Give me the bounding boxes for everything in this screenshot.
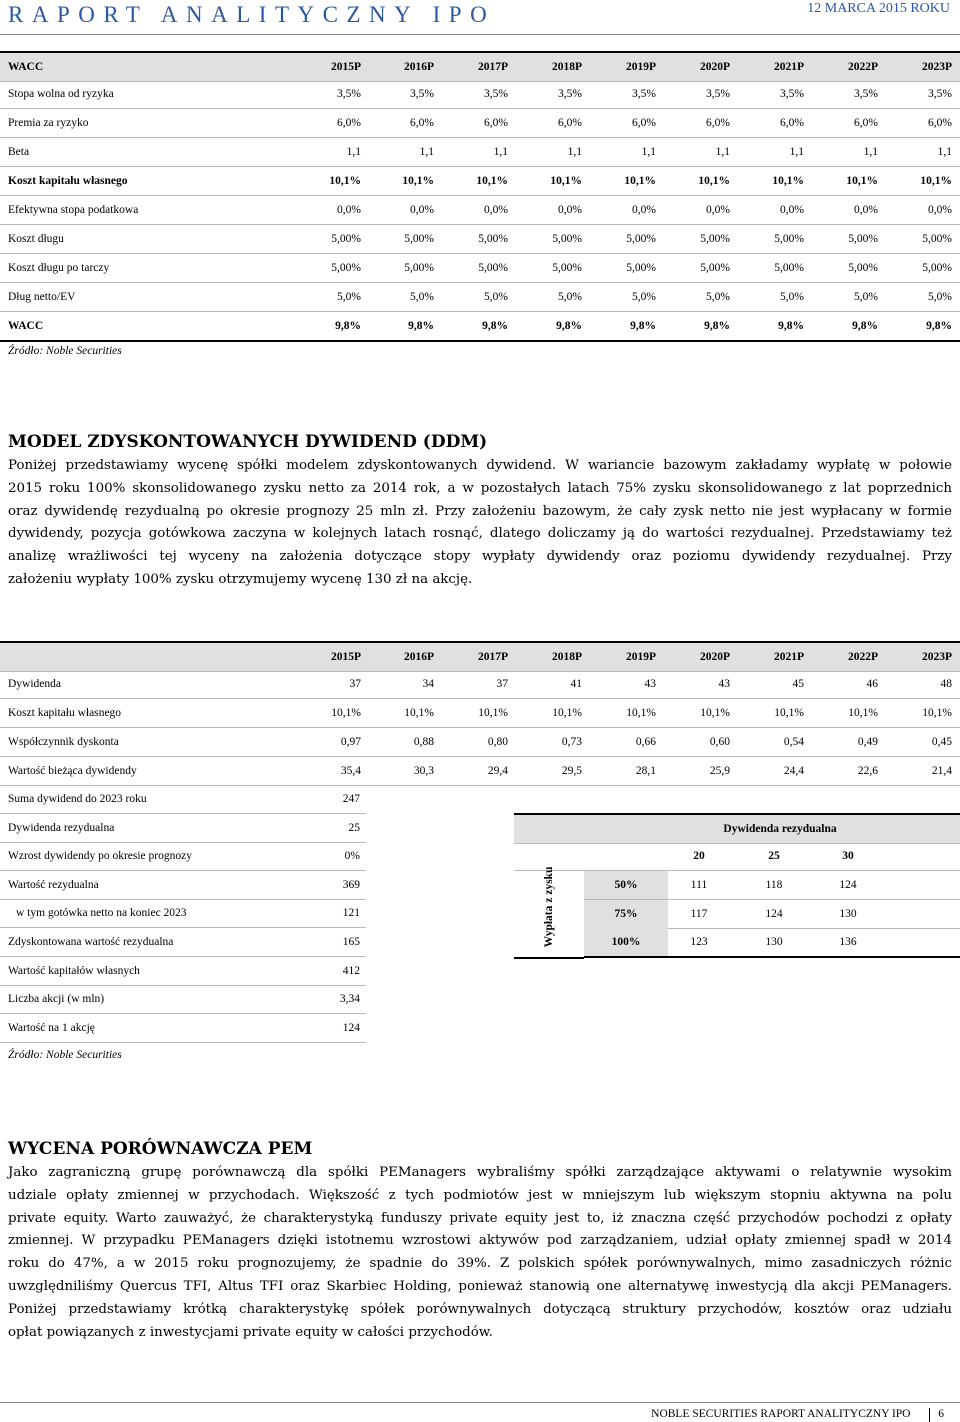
ddm-header-year: 2015P bbox=[330, 651, 361, 663]
wacc-cell: 5,00% bbox=[478, 233, 508, 245]
wacc-cell: 5,00% bbox=[404, 233, 434, 245]
wacc-cell: 5,00% bbox=[404, 262, 434, 274]
wacc-cell: 3,5% bbox=[928, 88, 952, 100]
ddm-row-label: Koszt kapitału własnego bbox=[8, 707, 122, 719]
wacc-header-year: 2022P bbox=[847, 61, 878, 73]
ddm-section-title: MODEL ZDYSKONTOWANYCH DYWIDEND (DDM) bbox=[8, 432, 488, 452]
wacc-cell: 5,00% bbox=[700, 233, 730, 245]
sensitivity-side-label-box bbox=[514, 866, 584, 959]
wacc-cell: 0,0% bbox=[484, 204, 508, 216]
ddm-cell: 0,45 bbox=[931, 736, 952, 748]
wacc-row-label: Efektywna stopa podatkowa bbox=[8, 204, 139, 216]
wacc-row bbox=[0, 196, 960, 225]
sensitivity-header-label: Dywidenda rezydualna bbox=[723, 823, 837, 835]
wacc-cell: 5,0% bbox=[410, 291, 434, 303]
pem-text-line: udziale opłaty zmiennej w przychodach. Większość z tych podmiotów jest w mniejszym lub większym stopniu aktywna na polu bbox=[8, 1187, 952, 1203]
ddm-summary-label: Suma dywidend do 2023 roku bbox=[8, 793, 147, 805]
wacc-cell: 9,8% bbox=[556, 320, 582, 332]
wacc-cell: 0,0% bbox=[854, 204, 878, 216]
ddm-cell: 10,1% bbox=[478, 707, 508, 719]
wacc-cell: 3,5% bbox=[337, 88, 361, 100]
wacc-cell: 5,00% bbox=[848, 262, 878, 274]
ddm-cell: 10,1% bbox=[774, 707, 804, 719]
sensitivity-col-value: 25 bbox=[768, 850, 780, 862]
ddm-summary-value: 165 bbox=[342, 936, 360, 948]
wacc-header-year: 2016P bbox=[403, 61, 434, 73]
ddm-cell: 29,4 bbox=[487, 765, 508, 777]
ddm-header-year: 2017P bbox=[477, 651, 508, 663]
wacc-cell: 9,8% bbox=[926, 320, 952, 332]
ddm-cell: 0,97 bbox=[340, 736, 361, 748]
ddm-cell: 34 bbox=[422, 678, 434, 690]
ddm-header-year: 2021P bbox=[773, 651, 804, 663]
ddm-summary-label: Wartość rezydualna bbox=[8, 878, 99, 891]
wacc-row bbox=[0, 167, 960, 196]
ddm-header-year: 2016P bbox=[403, 651, 434, 663]
sensitivity-cell: 124 bbox=[839, 879, 857, 891]
wacc-cell: 6,0% bbox=[632, 117, 656, 129]
wacc-cell: 3,5% bbox=[558, 88, 582, 100]
sensitivity-row bbox=[584, 928, 960, 958]
ddm-summary-row bbox=[0, 957, 366, 986]
ddm-summary-value: 369 bbox=[342, 878, 360, 891]
ddm-header-year: 2019P bbox=[625, 651, 656, 663]
ddm-summary-label: Liczba akcji (w mln) bbox=[8, 993, 105, 1006]
wacc-row-label: Koszt długu po tarczy bbox=[8, 262, 110, 274]
wacc-cell: 5,0% bbox=[632, 291, 656, 303]
report-title: RAPORT ANALITYCZNY IPO bbox=[8, 2, 496, 27]
ddm-cell: 45 bbox=[792, 678, 804, 690]
ddm-text-line: oraz dywidendę rezydualną po okresie prognozy 25 mln zł. Przy założeniu bazowym, że cały zysk netto nie jest wypłacany w formie bbox=[8, 503, 952, 519]
wacc-row-label: Premia za ryzyko bbox=[8, 117, 89, 129]
wacc-cell: 0,0% bbox=[706, 204, 730, 216]
wacc-row bbox=[0, 254, 960, 283]
ddm-header-year: 2020P bbox=[699, 651, 730, 663]
wacc-cell: 5,00% bbox=[922, 262, 952, 274]
wacc-cell: 3,5% bbox=[780, 88, 804, 100]
ddm-summary-value: 3,34 bbox=[339, 993, 360, 1006]
wacc-row bbox=[0, 225, 960, 254]
ddm-summary-value: 0% bbox=[344, 850, 360, 863]
ddm-cell: 46 bbox=[866, 678, 878, 690]
wacc-row-label: Koszt kapitału własnego bbox=[8, 175, 128, 187]
wacc-cell: 10,1% bbox=[402, 175, 434, 187]
wacc-row bbox=[0, 80, 960, 109]
pem-section-text bbox=[8, 1162, 952, 1344]
ddm-row bbox=[0, 699, 960, 728]
wacc-cell: 6,0% bbox=[558, 117, 582, 129]
wacc-cell: 9,8% bbox=[630, 320, 656, 332]
wacc-cell: 1,1 bbox=[937, 146, 952, 158]
pem-section-title: WYCENA PORÓWNAWCZA PEM bbox=[8, 1139, 313, 1159]
ddm-cell: 0,80 bbox=[487, 736, 508, 748]
sensitivity-cell: 123 bbox=[690, 936, 708, 949]
ddm-summary-label: w tym gotówka netto na koniec 2023 bbox=[16, 907, 187, 920]
sensitivity-cell: 111 bbox=[690, 879, 708, 891]
wacc-cell: 10,1% bbox=[920, 175, 952, 187]
ddm-text-line: założeniu wypłaty 100% zysku otrzymujemy wycenę 130 zł na akcję. bbox=[8, 571, 473, 587]
footer-separator bbox=[929, 1408, 930, 1422]
sensitivity-cell: 136 bbox=[839, 936, 857, 949]
wacc-cell: 3,5% bbox=[484, 88, 508, 100]
ddm-summary-label: Zdyskontowana wartość rezydualna bbox=[8, 936, 174, 948]
ddm-cell: 21,4 bbox=[931, 765, 952, 777]
pem-text-line: zmiennej. W przypadku PEManagers dzięki istotnemu wzrostowi aktywów pod zarządzaniem, udział opłaty zmiennej spadł w 2014 bbox=[8, 1233, 952, 1249]
wacc-cell: 0,0% bbox=[632, 204, 656, 216]
wacc-cell: 5,00% bbox=[774, 233, 804, 245]
ddm-summary-row bbox=[0, 842, 366, 871]
wacc-cell: 1,1 bbox=[715, 146, 730, 158]
wacc-cell: 1,1 bbox=[419, 146, 434, 158]
wacc-cell: 5,00% bbox=[626, 233, 656, 245]
ddm-text-line: Poniżej przedstawiamy wycenę spółki modelem zdyskontowanych dywidend. W wariancie bazowym zakładamy wypłatę w połowie bbox=[8, 458, 952, 473]
report-date: 12 MARCA 2015 ROKU bbox=[807, 1, 950, 16]
wacc-cell: 5,00% bbox=[331, 233, 361, 245]
ddm-summary-value: 25 bbox=[348, 821, 360, 834]
wacc-cell: 5,00% bbox=[331, 262, 361, 274]
pem-text-line: Poniżej przedstawiamy krótką charakterystykę spółek porównywalnych dotyczącą struktury przychodów, kosztów oraz udziału bbox=[8, 1301, 952, 1317]
ddm-cell: 30,3 bbox=[413, 765, 434, 777]
ddm-cell: 43 bbox=[718, 678, 730, 690]
ddm-cell: 37 bbox=[349, 678, 361, 690]
wacc-header-year: 2021P bbox=[773, 61, 804, 73]
wacc-cell: 0,0% bbox=[410, 204, 434, 216]
wacc-cell: 3,5% bbox=[854, 88, 878, 100]
ddm-cell: 43 bbox=[644, 678, 656, 690]
wacc-cell: 6,0% bbox=[484, 117, 508, 129]
ddm-cell: 0,66 bbox=[635, 736, 656, 748]
ddm-row-label: Wartość bieżąca dywidendy bbox=[8, 765, 137, 777]
ddm-summary-value: 124 bbox=[342, 1021, 360, 1034]
wacc-cell: 6,0% bbox=[706, 117, 730, 129]
wacc-cell: 9,8% bbox=[704, 320, 730, 332]
wacc-cell: 5,00% bbox=[552, 233, 582, 245]
wacc-row bbox=[0, 312, 960, 342]
ddm-row bbox=[0, 728, 960, 757]
ddm-cell: 0,60 bbox=[709, 736, 730, 748]
ddm-header-year: 2018P bbox=[551, 651, 582, 663]
wacc-row-label: Dług netto/EV bbox=[8, 291, 76, 303]
ddm-summary-row bbox=[0, 899, 366, 928]
wacc-cell: 10,1% bbox=[846, 175, 878, 187]
ddm-source: Źródło: Noble Securities bbox=[8, 1049, 122, 1061]
wacc-cell: 5,00% bbox=[626, 262, 656, 274]
pem-text-line: Jako zagraniczną grupę porównawczą dla spółki PEManagers wybraliśmy spółki zarządzające aktywami o relatywnie wysokim bbox=[8, 1165, 952, 1180]
sensitivity-cell: 117 bbox=[690, 907, 708, 920]
wacc-cell: 5,00% bbox=[478, 262, 508, 274]
ddm-cell: 24,4 bbox=[783, 765, 804, 777]
wacc-header-year: 2017P bbox=[477, 61, 508, 73]
wacc-cell: 1,1 bbox=[493, 146, 508, 158]
ddm-cell: 41 bbox=[570, 678, 582, 690]
footer-text bbox=[651, 1408, 944, 1420]
sensitivity-cell: 130 bbox=[839, 907, 857, 920]
ddm-cell: 0,73 bbox=[561, 736, 582, 748]
wacc-cell: 9,8% bbox=[778, 320, 804, 332]
wacc-cell: 1,1 bbox=[789, 146, 804, 158]
pem-text-line: roku do 47%, a w 2015 roku prognozujemy, że spadnie do 39%. Z polskich spółek porównywalnych, mimo zasadniczych różnic bbox=[8, 1256, 952, 1272]
ddm-summary-label: Dywidenda rezydualna bbox=[8, 821, 115, 834]
wacc-cell: 6,0% bbox=[337, 117, 361, 129]
ddm-cell: 0,49 bbox=[857, 736, 878, 748]
ddm-text-line: 2015 roku 100% skonsolidowanego zysku netto za 2014 rok, a w pozostałych latach 75% zysku skonsolidowanego z lat poprzednich bbox=[8, 480, 952, 496]
ddm-summary-value: 247 bbox=[342, 793, 360, 805]
wacc-cell: 0,0% bbox=[337, 204, 361, 216]
wacc-row-label: Koszt długu bbox=[8, 233, 64, 245]
wacc-cell: 5,00% bbox=[774, 262, 804, 274]
sensitivity-cell: 130 bbox=[765, 936, 783, 949]
sensitivity-row bbox=[584, 900, 960, 929]
wacc-cell: 10,1% bbox=[698, 175, 730, 187]
ddm-summary-row bbox=[0, 985, 366, 1014]
wacc-row bbox=[0, 109, 960, 138]
wacc-cell: 9,8% bbox=[852, 320, 878, 332]
wacc-cell: 5,0% bbox=[706, 291, 730, 303]
wacc-header-year: 2018P bbox=[551, 61, 582, 73]
header-divider bbox=[0, 34, 960, 35]
wacc-cell: 1,1 bbox=[346, 146, 361, 158]
ddm-row bbox=[0, 757, 960, 786]
ddm-cell: 28,1 bbox=[635, 765, 656, 777]
ddm-cell: 25,9 bbox=[709, 765, 730, 777]
pem-text-line: uwzględniliśmy Quercus TFI, Altus TFI oraz Skarbiec Holding, ponieważ stanowią one alternatywę inwestycją dla akcji PEManagers. bbox=[8, 1278, 952, 1294]
pem-text-line: opłat powiązanych z inwestycjami private equity w całości przychodów. bbox=[8, 1324, 493, 1340]
wacc-cell: 3,5% bbox=[706, 88, 730, 100]
footer-divider bbox=[0, 1402, 960, 1403]
ddm-summary-label: Wartość kapitałów własnych bbox=[8, 964, 140, 977]
ddm-cell: 10,1% bbox=[700, 707, 730, 719]
wacc-cell: 5,00% bbox=[922, 233, 952, 245]
wacc-header-row bbox=[0, 51, 960, 82]
wacc-cell: 1,1 bbox=[567, 146, 582, 158]
wacc-cell: 5,0% bbox=[854, 291, 878, 303]
sensitivity-col-row bbox=[514, 842, 960, 871]
ddm-summary-value: 121 bbox=[342, 907, 360, 920]
ddm-header-year: 2023P bbox=[921, 651, 952, 663]
wacc-cell: 5,0% bbox=[337, 291, 361, 303]
ddm-cell: 10,1% bbox=[922, 707, 952, 719]
wacc-cell: 1,1 bbox=[641, 146, 656, 158]
wacc-cell: 5,0% bbox=[558, 291, 582, 303]
ddm-header-year: 2022P bbox=[847, 651, 878, 663]
ddm-cell: 10,1% bbox=[404, 707, 434, 719]
ddm-cell: 29,5 bbox=[561, 765, 582, 777]
wacc-cell: 10,1% bbox=[624, 175, 656, 187]
ddm-header-row bbox=[0, 641, 960, 672]
sensitivity-col-value: 30 bbox=[842, 850, 854, 862]
ddm-summary-row bbox=[0, 928, 366, 957]
wacc-cell: 6,0% bbox=[854, 117, 878, 129]
wacc-cell: 10,1% bbox=[550, 175, 582, 187]
ddm-text-line: analizę wrażliwości tej wyceny na założenia dotyczące stopy wypłaty dywidendy oraz poziomu dywidendy rezydualnej. Przy bbox=[8, 549, 952, 565]
wacc-cell: 5,00% bbox=[552, 262, 582, 274]
wacc-cell: 9,8% bbox=[482, 320, 508, 332]
ddm-summary-row bbox=[0, 814, 366, 843]
wacc-cell: 0,0% bbox=[928, 204, 952, 216]
wacc-cell: 3,5% bbox=[632, 88, 656, 100]
wacc-header-year: 2020P bbox=[699, 61, 730, 73]
sensitivity-payout: 100% bbox=[584, 928, 668, 956]
ddm-cell: 37 bbox=[496, 678, 508, 690]
wacc-cell: 0,0% bbox=[558, 204, 582, 216]
wacc-row-label: WACC bbox=[8, 320, 44, 332]
sensitivity-side-label: Wypłata z zysku bbox=[543, 866, 555, 948]
ddm-cell: 10,1% bbox=[331, 707, 361, 719]
wacc-cell: 1,1 bbox=[863, 146, 878, 158]
ddm-summary-label: Wzrost dywidendy po okresie prognozy bbox=[8, 850, 192, 863]
wacc-cell: 10,1% bbox=[476, 175, 508, 187]
wacc-cell: 3,5% bbox=[410, 88, 434, 100]
sensitivity-payout: 75% bbox=[584, 900, 668, 928]
wacc-source: Źródło: Noble Securities bbox=[8, 345, 122, 357]
ddm-row-label: Dywidenda bbox=[8, 678, 62, 690]
wacc-cell: 9,8% bbox=[335, 320, 361, 332]
ddm-summary-row bbox=[0, 785, 366, 814]
wacc-cell: 5,0% bbox=[780, 291, 804, 303]
ddm-cell: 10,1% bbox=[626, 707, 656, 719]
sensitivity-cell: 124 bbox=[765, 907, 783, 920]
page-number: 6 bbox=[938, 1408, 944, 1420]
ddm-cell: 10,1% bbox=[552, 707, 582, 719]
ddm-section-text bbox=[8, 455, 952, 592]
wacc-row-label: Stopa wolna od ryzyka bbox=[8, 88, 114, 100]
wacc-row bbox=[0, 283, 960, 312]
wacc-cell: 10,1% bbox=[329, 175, 361, 187]
pem-text-line: private equity. Warto zauważyć, że charakterystyką funduszy private equity jest to, iż znaczna część przychodów pochodzi z opłaty bbox=[8, 1210, 952, 1226]
sensitivity-payout: 50% bbox=[584, 871, 668, 899]
ddm-cell: 0,88 bbox=[413, 736, 434, 748]
sensitivity-row bbox=[584, 871, 960, 900]
ddm-summary-label: Wartość na 1 akcję bbox=[8, 1021, 95, 1034]
sensitivity-header bbox=[514, 813, 960, 844]
wacc-cell: 5,0% bbox=[484, 291, 508, 303]
wacc-cell: 5,0% bbox=[928, 291, 952, 303]
wacc-cell: 5,00% bbox=[848, 233, 878, 245]
ddm-cell: 0,54 bbox=[783, 736, 804, 748]
wacc-cell: 5,00% bbox=[700, 262, 730, 274]
sensitivity-col-value: 20 bbox=[693, 850, 705, 862]
wacc-header-year: 2019P bbox=[625, 61, 656, 73]
ddm-cell: 10,1% bbox=[848, 707, 878, 719]
ddm-cell: 48 bbox=[940, 678, 952, 690]
ddm-cell: 35,4 bbox=[340, 765, 361, 777]
ddm-row-label: Współczynnik dyskonta bbox=[8, 736, 119, 748]
ddm-summary-value: 412 bbox=[342, 964, 360, 977]
wacc-cell: 6,0% bbox=[928, 117, 952, 129]
footer-label: NOBLE SECURITIES RAPORT ANALITYCZNY IPO bbox=[651, 1408, 911, 1420]
wacc-cell: 6,0% bbox=[410, 117, 434, 129]
ddm-text-line: dywidendy, pozycja gotówkowa zaczyna w kolejnych latach rosnąć, dlatego doliczamy ją do wartości rezydualnej. Przedstawiamy też bbox=[8, 526, 952, 542]
wacc-header-label: WACC bbox=[8, 61, 44, 73]
wacc-header-year: 2023P bbox=[921, 61, 952, 73]
wacc-cell: 10,1% bbox=[772, 175, 804, 187]
ddm-cell: 22,6 bbox=[857, 765, 878, 777]
wacc-header-year: 2015P bbox=[330, 61, 361, 73]
wacc-cell: 0,0% bbox=[780, 204, 804, 216]
wacc-cell: 6,0% bbox=[780, 117, 804, 129]
wacc-row bbox=[0, 138, 960, 167]
sensitivity-cell: 118 bbox=[765, 879, 783, 891]
ddm-summary-row bbox=[0, 1014, 366, 1043]
wacc-row-label: Beta bbox=[8, 146, 30, 158]
wacc-cell: 9,8% bbox=[408, 320, 434, 332]
ddm-summary-row bbox=[0, 871, 366, 900]
ddm-row bbox=[0, 670, 960, 699]
